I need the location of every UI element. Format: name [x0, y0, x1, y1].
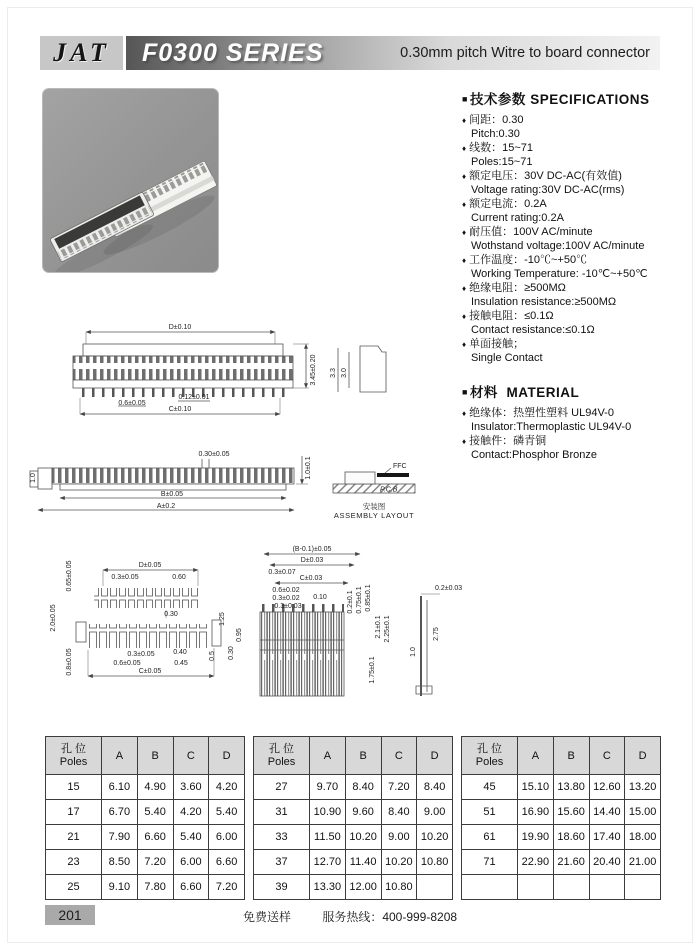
column-header: B: [345, 737, 381, 775]
column-header: D: [417, 737, 453, 775]
spec-item: [462, 114, 700, 141]
table-cell: [553, 875, 589, 900]
dim-label: D±0.10: [168, 324, 192, 331]
table-cell: [518, 875, 554, 900]
dim-label: 0.30±0.05: [198, 451, 230, 458]
dim-label: 0.8±0.05: [66, 648, 73, 676]
table-cell: 10.80: [417, 850, 453, 875]
diamond-bullet-icon: ♦: [462, 144, 467, 153]
table-cell: 20.40: [589, 850, 625, 875]
table-cell: 25: [46, 875, 102, 900]
spec-cn-text: 单面接触；: [469, 338, 525, 350]
poles-table: [45, 736, 245, 900]
table-row: [254, 800, 453, 825]
table-cell: 45: [462, 775, 518, 800]
table-cell: 10.20: [417, 825, 453, 850]
assembly-caption-cn: 安装图: [362, 502, 386, 511]
column-header: D: [209, 737, 245, 775]
table-cell: 7.80: [137, 875, 173, 900]
poles-table: [461, 736, 661, 900]
table-cell: 9.00: [381, 825, 417, 850]
specifications-list: [462, 114, 700, 365]
table-cell: 6.00: [173, 850, 209, 875]
spec-item: [462, 310, 700, 337]
specifications-title: ■ 技术参数 SPECIFICATIONS: [462, 92, 650, 107]
poles-column-header: 孔 位 Poles: [254, 737, 310, 775]
table-cell: 23: [46, 850, 102, 875]
square-bullet-icon: ■: [462, 387, 468, 397]
poles-table-3: [461, 736, 661, 900]
table-cell: 14.40: [589, 800, 625, 825]
dim-label: 2.25±0.1: [384, 615, 391, 643]
dim-label: 0.30: [228, 646, 235, 660]
column-header: C: [589, 737, 625, 775]
table-row: [46, 800, 245, 825]
dim-label: 2.75: [433, 627, 440, 641]
table-cell: 16.90: [518, 800, 554, 825]
spec-en-text: Contact resistance:≤0.1Ω: [471, 323, 595, 336]
spec-cn-text: 接触件：磷青铜: [469, 435, 547, 447]
table-cell: 31: [254, 800, 310, 825]
table-cell: 7.90: [102, 825, 138, 850]
dim-label: 1.75±0.1: [369, 656, 376, 684]
dim-label: 0.3±0.03: [274, 603, 302, 610]
table-cell: 13.30: [310, 875, 346, 900]
table-cell: 37: [254, 850, 310, 875]
table-cell: 12.00: [345, 875, 381, 900]
table-row: [462, 775, 661, 800]
table-cell: 7.20: [209, 875, 245, 900]
spec-column: [462, 88, 700, 463]
table-row: [46, 775, 245, 800]
square-bullet-icon: ■: [462, 94, 468, 104]
dim-label: B±0.05: [160, 491, 184, 498]
spec-item: [462, 254, 700, 281]
dim-label: 0.6±0.02: [272, 587, 300, 594]
series-titlebar: [126, 36, 660, 70]
brand-logo: JAT: [40, 36, 123, 70]
spec-en-text: Current rating:0.2A: [471, 211, 564, 224]
table-cell: 17: [46, 800, 102, 825]
dim-label: 0.45: [174, 660, 188, 667]
table-cell: 27: [254, 775, 310, 800]
dim-label: C±0.05: [138, 668, 162, 675]
spec-item: [462, 198, 700, 225]
table-row: [462, 800, 661, 825]
diamond-bullet-icon: ♦: [462, 200, 467, 209]
spec-item: [462, 226, 700, 253]
table-cell: 18.00: [625, 825, 661, 850]
poles-tables: [45, 736, 661, 900]
footer-text: [0, 908, 700, 925]
spec-cn-text: 绝缘电阻：≥500MΩ: [469, 282, 566, 294]
table-cell: 8.50: [102, 850, 138, 875]
table-cell: 13.80: [553, 775, 589, 800]
diamond-bullet-icon: ♦: [462, 340, 467, 349]
dim-label: 1.0±0.1: [305, 456, 312, 480]
spec-en-text: Insulation resistance:≥500MΩ: [471, 295, 617, 308]
header-subtitle: 0.30mm pitch Witre to board connector: [400, 45, 650, 61]
table-cell: 10.90: [310, 800, 346, 825]
spec-cn-text: 线数：15~71: [469, 142, 533, 154]
table-cell: 4.90: [137, 775, 173, 800]
dim-label: D±0.05: [138, 562, 162, 569]
diamond-bullet-icon: ♦: [462, 172, 467, 181]
assembly-caption-en: ASSEMBLY LAYOUT: [333, 511, 415, 520]
spec-item: [462, 407, 700, 434]
dim-label: 0.65±0.05: [66, 560, 73, 592]
table-cell: [462, 875, 518, 900]
table-cell: 39: [254, 875, 310, 900]
spec-en-text: Wothstand voltage:100V AC/minute: [471, 239, 645, 252]
technical-drawings: [28, 318, 463, 722]
table-cell: 12.60: [589, 775, 625, 800]
spec-item: [462, 170, 700, 197]
connector-image: [43, 89, 218, 272]
spec-item: [462, 338, 700, 365]
column-header: B: [137, 737, 173, 775]
spec-cn-text: 绝缘体：热塑性塑料 UL94V-0: [469, 407, 614, 419]
dim-label: 1.25: [219, 612, 226, 626]
table-cell: [625, 875, 661, 900]
table-row: [462, 825, 661, 850]
table-cell: [589, 875, 625, 900]
table-cell: 6.60: [209, 850, 245, 875]
table-cell: 33: [254, 825, 310, 850]
table-cell: [417, 875, 453, 900]
dim-label: 0.12±0.01: [178, 394, 210, 401]
column-header: A: [310, 737, 346, 775]
diamond-bullet-icon: ♦: [462, 284, 467, 293]
table-cell: 19.90: [518, 825, 554, 850]
spec-cn-text: 额定电压：30V DC-AC(有效值): [469, 170, 622, 182]
dim-label: C±0.03: [299, 575, 323, 582]
dim-label: 2.1±0.1: [375, 615, 382, 639]
dim-label: A±0.2: [156, 503, 176, 510]
table-row: [46, 875, 245, 900]
ffc-label: FFC: [393, 463, 407, 470]
dim-label: D±0.03: [300, 557, 324, 564]
dim-label: 1.0: [410, 647, 417, 657]
diamond-bullet-icon: ♦: [462, 228, 467, 237]
spec-en-text: Single Contact: [471, 351, 543, 364]
dim-label: 1.0: [30, 473, 37, 483]
column-header: C: [173, 737, 209, 775]
spec-cn-text: 工作温度：-10℃~+50℃: [469, 254, 588, 266]
dim-label: (B-0.1)±0.05: [292, 546, 332, 553]
table-cell: 22.90: [518, 850, 554, 875]
table-row: [254, 775, 453, 800]
drawing-side-view: [30, 456, 415, 510]
pcb-label: P.C.B: [380, 486, 398, 494]
dim-label: 0.5: [209, 651, 216, 661]
dim-label: 0.40: [173, 649, 187, 656]
dim-label: 0.2±0.03: [435, 585, 463, 592]
drawing-pcb-layout-labels: [50, 560, 243, 675]
poles-table-2: [253, 736, 453, 900]
free-sample-label: 免费送样: [242, 910, 291, 924]
table-cell: 4.20: [173, 800, 209, 825]
table-cell: 21.60: [553, 850, 589, 875]
table-row: [254, 850, 453, 875]
poles-column-header: 孔 位 Poles: [462, 737, 518, 775]
product-photo: [42, 88, 219, 273]
table-cell: 10.20: [345, 825, 381, 850]
column-header: A: [102, 737, 138, 775]
table-row: [46, 850, 245, 875]
diamond-bullet-icon: ♦: [462, 437, 467, 446]
spec-cn-text: 耐压值：100V AC/minute: [469, 226, 593, 238]
dim-label: 0.3±0.02: [272, 595, 300, 602]
dim-label: 2.0±0.05: [50, 604, 57, 632]
dim-label: 0.60: [172, 574, 186, 581]
table-cell: 15.10: [518, 775, 554, 800]
table-cell: 21: [46, 825, 102, 850]
series-title: F0300 SERIES: [142, 38, 324, 67]
table-cell: 3.60: [173, 775, 209, 800]
table-row: [462, 875, 661, 900]
table-cell: 13.20: [625, 775, 661, 800]
poles-table: [253, 736, 453, 900]
material-list: [462, 407, 700, 462]
table-cell: 9.60: [345, 800, 381, 825]
table-row: [254, 825, 453, 850]
spec-en-text: Voltage rating:30V DC-AC(rms): [471, 183, 625, 196]
poles-column-header: 孔 位 Poles: [46, 737, 102, 775]
dim-label: 0.85±0.1: [365, 584, 372, 612]
table-cell: 61: [462, 825, 518, 850]
spec-en-text: Pitch:0.30: [471, 127, 520, 140]
table-cell: 7.20: [381, 775, 417, 800]
diamond-bullet-icon: ♦: [462, 312, 467, 321]
table-row: [46, 825, 245, 850]
dim-label: 0.3±0.05: [111, 574, 139, 581]
table-cell: 15.60: [553, 800, 589, 825]
table-cell: 11.40: [345, 850, 381, 875]
hotline-label: 服务热线：400-999-8208: [322, 910, 458, 924]
table-row: [254, 875, 453, 900]
dim-label: 0.3±0.05: [127, 651, 155, 658]
diamond-bullet-icon: ♦: [462, 116, 467, 125]
table-cell: 18.60: [553, 825, 589, 850]
spec-cn-text: 间距：0.30: [469, 114, 524, 126]
table-cell: 6.60: [137, 825, 173, 850]
dim-label: C±0.10: [168, 406, 192, 413]
spec-item: [462, 435, 700, 462]
drawing-pcb-layout: [76, 570, 221, 676]
dim-label: 3.45±0.20: [310, 354, 317, 386]
table-cell: 11.50: [310, 825, 346, 850]
column-header: C: [381, 737, 417, 775]
dim-label: 3.3: [330, 368, 337, 378]
dim-label: 0.6±0.05: [113, 660, 141, 667]
diamond-bullet-icon: ♦: [462, 256, 467, 265]
table-cell: 51: [462, 800, 518, 825]
page-number: 201: [45, 905, 95, 925]
table-cell: 6.00: [209, 825, 245, 850]
table-cell: 71: [462, 850, 518, 875]
spec-en-text: Poles:15~71: [471, 155, 533, 168]
table-cell: 6.60: [173, 875, 209, 900]
dim-label: 0.2±0.1: [347, 590, 354, 614]
column-header: A: [518, 737, 554, 775]
dim-label: 0.30: [164, 611, 178, 618]
table-cell: 4.20: [209, 775, 245, 800]
table-cell: 5.40: [209, 800, 245, 825]
column-header: D: [625, 737, 661, 775]
spec-en-text: Working Temperature: -10℃~+50℃: [471, 267, 648, 280]
table-cell: 15.00: [625, 800, 661, 825]
table-cell: 10.20: [381, 850, 417, 875]
spec-en-text: Insulator:Thermoplastic UL94V-0: [471, 420, 632, 433]
table-cell: 6.70: [102, 800, 138, 825]
table-cell: 17.40: [589, 825, 625, 850]
table-cell: 9.00: [417, 800, 453, 825]
dim-label: 0.3±0.07: [268, 569, 296, 576]
dim-label: 0.95: [236, 628, 243, 642]
table-cell: 9.10: [102, 875, 138, 900]
table-cell: 15: [46, 775, 102, 800]
table-cell: 7.20: [137, 850, 173, 875]
spec-en-text: Contact:Phosphor Bronze: [471, 448, 597, 461]
dim-label: 0.6±0.05: [118, 400, 146, 407]
spec-cn-text: 额定电流：0.2A: [469, 198, 547, 210]
table-cell: 8.40: [381, 800, 417, 825]
table-cell: 6.10: [102, 775, 138, 800]
dim-label: 0.75±0.1: [356, 586, 363, 614]
table-cell: 10.80: [381, 875, 417, 900]
spec-item: [462, 282, 700, 309]
spec-cn-text: 接触电阻：≤0.1Ω: [469, 310, 554, 322]
diamond-bullet-icon: ♦: [462, 409, 467, 418]
table-cell: 5.40: [137, 800, 173, 825]
spec-item: [462, 142, 700, 169]
table-cell: 8.40: [417, 775, 453, 800]
table-row: [462, 850, 661, 875]
material-title: ■ 材料 MATERIAL: [462, 385, 580, 400]
table-cell: 21.00: [625, 850, 661, 875]
table-cell: 12.70: [310, 850, 346, 875]
dim-label: 0.10: [313, 594, 327, 601]
table-cell: 9.70: [310, 775, 346, 800]
column-header: B: [553, 737, 589, 775]
dim-label: 3.0: [341, 368, 348, 378]
table-cell: 5.40: [173, 825, 209, 850]
poles-table-1: [45, 736, 245, 900]
table-cell: 8.40: [345, 775, 381, 800]
